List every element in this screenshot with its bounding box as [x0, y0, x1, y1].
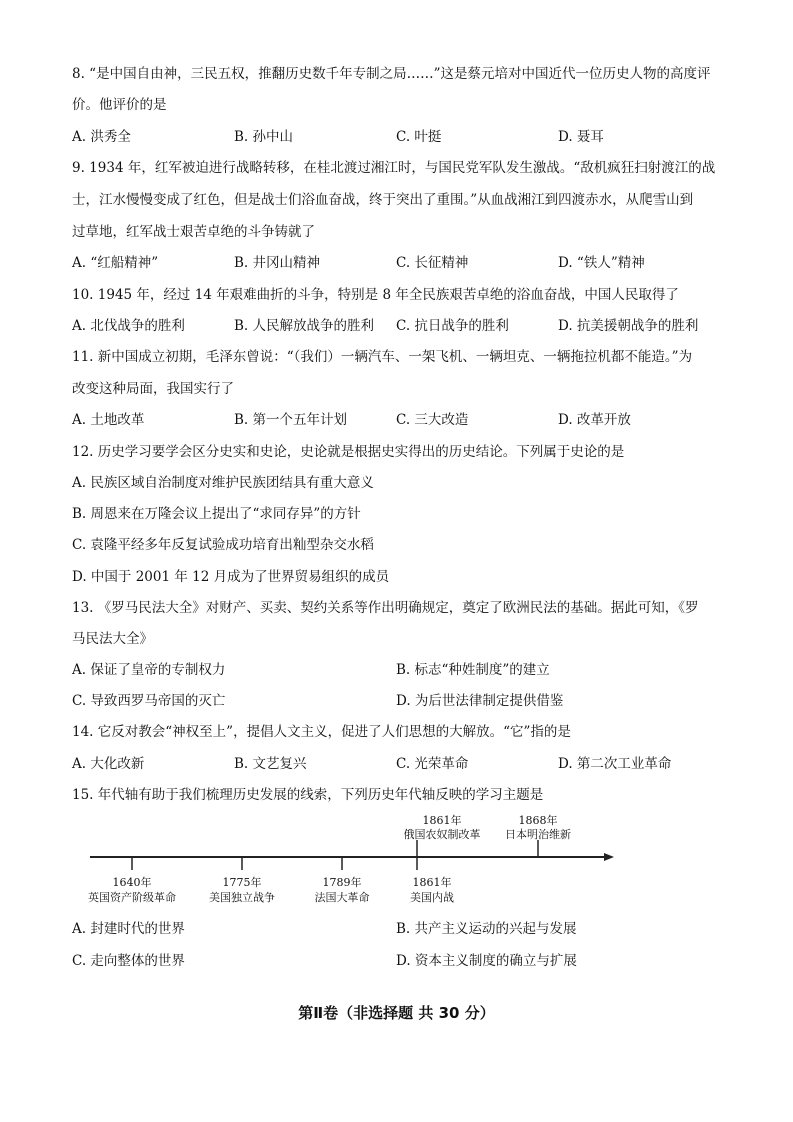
question-11-line-1: 11. 新中国成立初期，毛泽东曾说：“（我们）一辆汽车、一架飞机、一辆坦克、一辆拖拉机都不能造。”为 [72, 349, 693, 365]
option-c[interactable]: C. 导致西罗马帝国的灭亡 [72, 693, 226, 709]
question-14-options [72, 754, 732, 774]
option-a[interactable]: A. 大化改新 [72, 756, 145, 772]
timeline-above-year-1: 1861年 [422, 814, 462, 827]
option-d[interactable]: D. 为后世法律制定提供借鉴 [396, 693, 564, 709]
question-9-line-1: 9. 1934 年，红军被迫进行战略转移，在桂北渡过湘江时，与国民党军队发生激战。“敌机疯狂扫射渡江的战 [72, 160, 716, 176]
option-c[interactable]: C. 叶挺 [396, 129, 442, 145]
question-12-line-1: 12. 历史学习要学会区分史实和史论，史论就是根据史实得出的历史结论。下列属于史论的是 [72, 444, 625, 460]
question-11-line-2: 改变这种局面，我国实行了 [72, 381, 234, 397]
timeline-below-event-2: 美国独立战争 [209, 891, 275, 904]
option-d[interactable]: D. 第二次工业革命 [558, 756, 672, 772]
option-c[interactable]: C. 抗日战争的胜利 [396, 318, 509, 334]
question-12-option-c[interactable]: C. 袁隆平经多年反复试验成功培育出籼型杂交水稻 [72, 537, 374, 553]
question-9-line-3: 过草地，红军战士艰苦卓绝的斗争铸就了 [72, 224, 315, 240]
question-8-line-2: 价。他评价的是 [72, 97, 167, 113]
option-c[interactable]: C. 长征精神 [396, 255, 469, 271]
option-a[interactable]: A. 洪秀全 [72, 129, 131, 145]
timeline-below-event-3: 法国大革命 [314, 891, 370, 904]
question-10-options [72, 316, 732, 336]
timeline-below-year-2: 1775年 [222, 876, 262, 889]
question-12-option-a[interactable]: A. 民族区域自治制度对维护民族团结具有重大意义 [72, 475, 374, 491]
option-c[interactable]: C. 三大改造 [396, 412, 469, 428]
timeline-below-event-4: 美国内战 [410, 891, 454, 904]
option-b[interactable]: B. 人民解放战争的胜利 [234, 318, 375, 334]
option-d[interactable]: D. 资本主义制度的确立与扩展 [396, 953, 577, 969]
timeline-above-year-2: 1868年 [518, 814, 558, 827]
question-15-line-1: 15. 年代轴有助于我们梳理历史发展的线索，下列历史年代轴反映的学习主题是 [72, 787, 544, 803]
timeline-below-year-3: 1789年 [322, 876, 362, 889]
option-c[interactable]: C. 走向整体的世界 [72, 953, 185, 969]
question-12-option-b[interactable]: B. 周恩来在万隆会议上提出了“求同存异”的方针 [72, 506, 361, 522]
option-b[interactable]: B. 井冈山精神 [234, 255, 321, 271]
question-13-options-row-1 [72, 660, 732, 680]
question-9-options [72, 253, 732, 273]
question-8-line-1: 8. “是中国自由神，三民五权，推翻历史数千年专制之局……”这是蔡元培对中国近代一位历史人物的高度评 [72, 66, 711, 82]
option-d[interactable]: D. 改革开放 [558, 412, 631, 428]
option-b[interactable]: B. 共产主义运动的兴起与发展 [396, 921, 577, 937]
option-d[interactable]: D. 抗美援朝战争的胜利 [558, 318, 699, 334]
option-b[interactable]: B. 文艺复兴 [234, 756, 307, 772]
question-9-line-2: 士，江水慢慢变成了红色，但是战士们浴血奋战，终于突出了重围。”从血战湘江到四渡赤水，从爬雪山到 [72, 192, 694, 208]
timeline-below-year-1: 1640年 [112, 876, 152, 889]
option-a[interactable]: A. 封建时代的世界 [72, 921, 185, 937]
timeline-below-year-4: 1861年 [412, 876, 452, 889]
option-c[interactable]: C. 光荣革命 [396, 756, 469, 772]
question-11-options [72, 410, 732, 430]
question-12-option-d[interactable]: D. 中国于 2001 年 12 月成为了世界贸易组织的成员 [72, 569, 390, 585]
question-8-options [72, 127, 732, 147]
timeline-above-event-2: 日本明治维新 [505, 828, 571, 841]
section-two-title: 第Ⅱ卷（非选择题 共 30 分） [298, 1004, 495, 1022]
option-a[interactable]: A. “红船精神” [72, 255, 159, 271]
timeline-above-event-1: 俄国农奴制改革 [403, 828, 481, 841]
history-timeline [72, 812, 632, 912]
option-b[interactable]: B. 孙中山 [234, 129, 294, 145]
timeline-arrow-icon [604, 853, 614, 861]
timeline-below-event-1: 英国资产阶级革命 [88, 891, 176, 904]
option-a[interactable]: A. 北伐战争的胜利 [72, 318, 185, 334]
question-13-line-2: 马民法大全》 [72, 631, 153, 647]
question-13-line-1: 13. 《罗马民法大全》对财产、买卖、契约关系等作出明确规定，奠定了欧洲民法的基础。据此可知，《罗 [72, 600, 699, 616]
question-15-options-row-1 [72, 919, 732, 939]
option-d[interactable]: D. “铁人”精神 [558, 255, 645, 271]
option-b[interactable]: B. 标志“种姓制度”的建立 [396, 662, 550, 678]
option-b[interactable]: B. 第一个五年计划 [234, 412, 348, 428]
question-13-options-row-2 [72, 691, 732, 711]
option-a[interactable]: A. 土地改革 [72, 412, 145, 428]
question-14-line-1: 14. 它反对教会“神权至上”，提倡人文主义，促进了人们思想的大解放。“它”指的是 [72, 724, 571, 740]
question-10-line-1: 10. 1945 年，经过 14 年艰难曲折的斗争，特别是 8 年全民族艰苦卓绝的浴血奋战，中国人民取得了 [72, 287, 679, 303]
question-15-options-row-2 [72, 951, 732, 971]
option-d[interactable]: D. 聂耳 [558, 129, 604, 145]
option-a[interactable]: A. 保证了皇帝的专制权力 [72, 662, 226, 678]
